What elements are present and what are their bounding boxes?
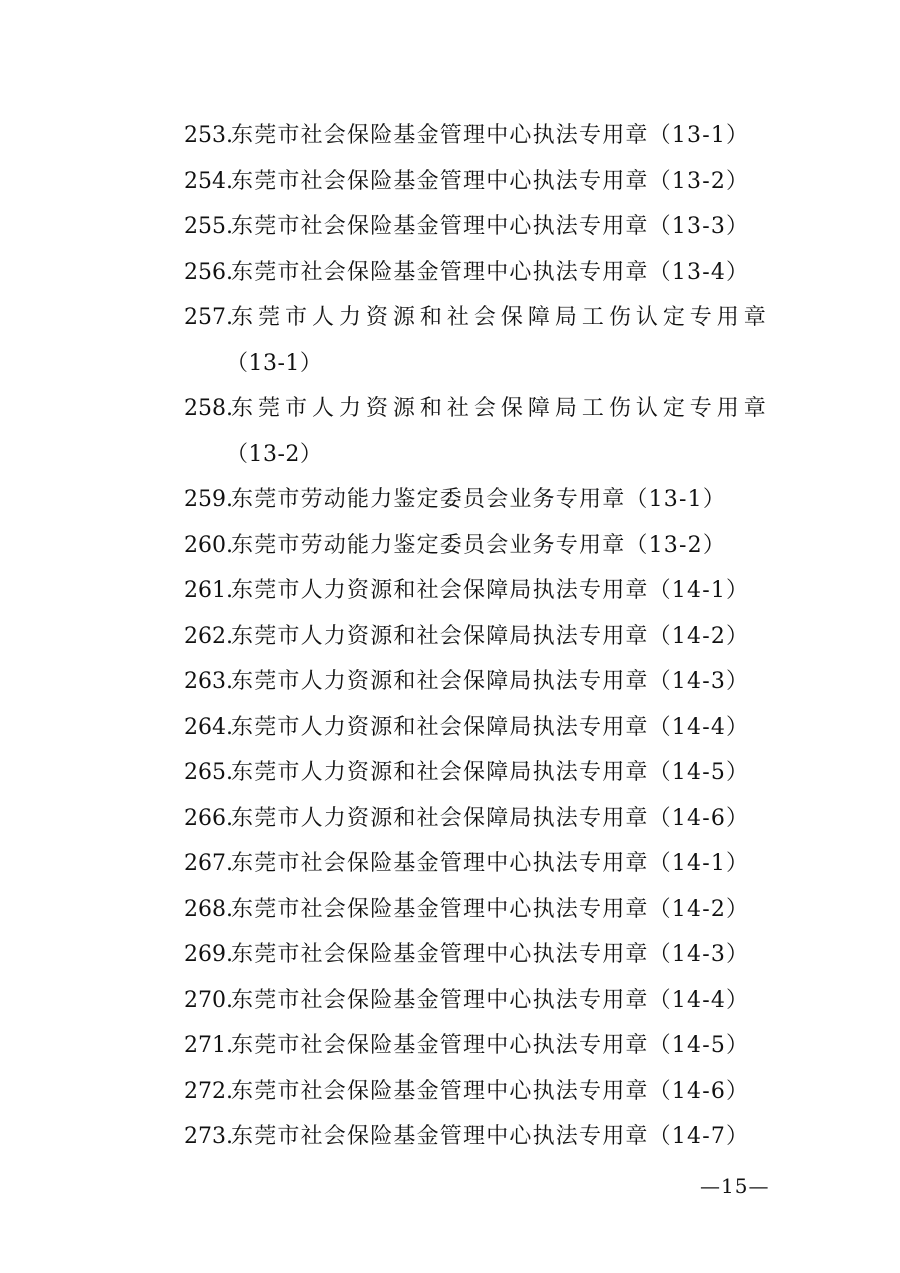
list-item xyxy=(0,978,900,1024)
list-item xyxy=(0,705,900,751)
item-text: 东莞市人力资源和社会保障局执法专用章（14-6） xyxy=(231,805,750,831)
item-text: 东莞市劳动能力鉴定委员会业务专用章（13-2） xyxy=(231,532,727,558)
item-text: 东莞市社会保险基金管理中心执法专用章（14-7） xyxy=(231,1124,750,1149)
item-number: 272. xyxy=(184,1078,233,1104)
item-number: 267. xyxy=(184,851,233,876)
item-number: 269. xyxy=(184,942,233,967)
item-number: 255. xyxy=(184,214,233,239)
item-number: 260. xyxy=(184,532,233,558)
item-text: 东莞市人力资源和社会保障局工伤认定专用章 xyxy=(231,305,767,330)
item-number: 262. xyxy=(184,623,233,649)
item-text: 东莞市社会保险基金管理中心执法专用章（14-6） xyxy=(231,1078,750,1104)
item-text: 东莞市社会保险基金管理中心执法专用章（13-3） xyxy=(231,214,750,239)
list-item xyxy=(0,1069,900,1115)
list-item xyxy=(0,295,900,386)
item-text: 东莞市社会保险基金管理中心执法专用章（14-3） xyxy=(231,942,750,967)
item-number: 268. xyxy=(184,896,233,922)
seal-list xyxy=(0,113,900,1160)
item-number: 254. xyxy=(184,168,233,194)
list-item xyxy=(0,659,900,705)
list-item xyxy=(0,568,900,614)
list-item xyxy=(0,841,900,887)
item-text: 东莞市人力资源和社会保障局执法专用章（14-2） xyxy=(231,623,750,649)
item-text-continuation: （13-1） xyxy=(226,350,323,376)
list-item xyxy=(0,932,900,978)
item-text: 东莞市劳动能力鉴定委员会业务专用章（13-1） xyxy=(231,487,727,512)
list-item xyxy=(0,204,900,250)
item-number: 265. xyxy=(184,760,233,785)
item-number: 273. xyxy=(184,1124,233,1149)
list-item xyxy=(0,250,900,296)
item-text: 东莞市人力资源和社会保障局工伤认定专用章 xyxy=(231,396,767,421)
item-number: 263. xyxy=(184,669,233,694)
list-item xyxy=(0,113,900,159)
list-item xyxy=(0,1023,900,1069)
list-item xyxy=(0,750,900,796)
list-item xyxy=(0,1114,900,1160)
item-number: 266. xyxy=(184,805,233,831)
item-text: 东莞市人力资源和社会保障局执法专用章（14-1） xyxy=(231,578,750,603)
list-item xyxy=(0,477,900,523)
item-text: 东莞市人力资源和社会保障局执法专用章（14-4） xyxy=(231,714,750,740)
item-number: 261. xyxy=(184,578,233,603)
list-item xyxy=(0,386,900,477)
item-text-continuation: （13-2） xyxy=(226,441,323,467)
item-text: 东莞市社会保险基金管理中心执法专用章（14-1） xyxy=(231,851,750,876)
list-item xyxy=(0,523,900,569)
item-number: 256. xyxy=(184,259,233,285)
page-number: —15— xyxy=(700,1174,770,1198)
item-number: 258. xyxy=(184,396,233,421)
item-number: 264. xyxy=(184,714,233,740)
item-number: 259. xyxy=(184,487,233,512)
list-item xyxy=(0,887,900,933)
list-item xyxy=(0,159,900,205)
item-text: 东莞市人力资源和社会保障局执法专用章（14-3） xyxy=(231,669,750,694)
item-text: 东莞市社会保险基金管理中心执法专用章（13-2） xyxy=(231,168,750,194)
list-item xyxy=(0,796,900,842)
item-number: 270. xyxy=(184,987,233,1013)
item-text: 东莞市社会保险基金管理中心执法专用章（14-5） xyxy=(231,1033,750,1058)
list-item xyxy=(0,614,900,660)
item-number: 253. xyxy=(184,123,233,148)
item-text: 东莞市社会保险基金管理中心执法专用章（13-4） xyxy=(231,259,750,285)
item-text: 东莞市社会保险基金管理中心执法专用章（14-4） xyxy=(231,987,750,1013)
item-text: 东莞市社会保险基金管理中心执法专用章（13-1） xyxy=(231,123,750,148)
item-number: 271. xyxy=(184,1033,233,1058)
item-text: 东莞市人力资源和社会保障局执法专用章（14-5） xyxy=(231,760,750,785)
item-text: 东莞市社会保险基金管理中心执法专用章（14-2） xyxy=(231,896,750,922)
item-number: 257. xyxy=(184,305,233,330)
